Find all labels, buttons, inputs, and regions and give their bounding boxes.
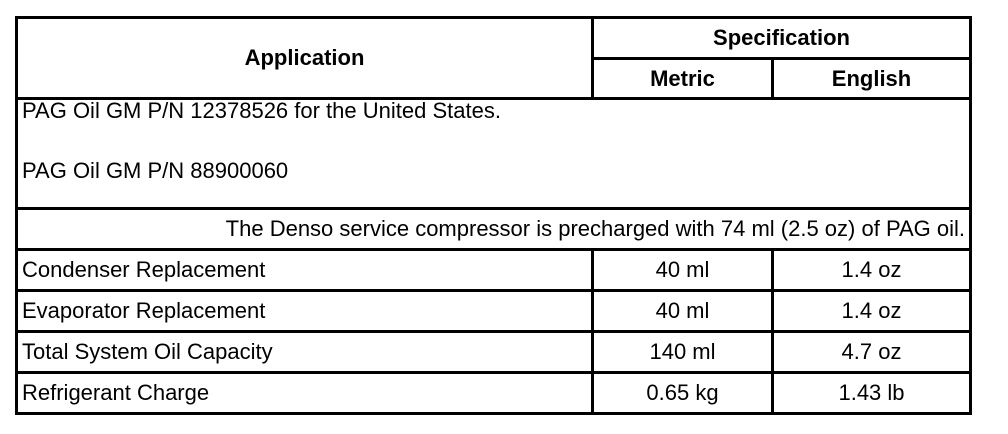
application-header: Application — [17, 18, 593, 99]
precharge-note: The Denso service compressor is precharged with 74 ml (2.5 oz) of PAG oil. — [17, 209, 971, 250]
row-application: Total System Oil Capacity — [17, 332, 593, 373]
row-application: Evaporator Replacement — [17, 291, 593, 332]
specification-table — [15, 16, 972, 415]
table-row — [17, 373, 971, 414]
part-number-us: PAG Oil GM P/N 12378526 for the United States. — [22, 98, 501, 123]
table-row — [17, 291, 971, 332]
header-row-top — [17, 18, 971, 59]
row-application: Refrigerant Charge — [17, 373, 593, 414]
english-header: English — [773, 59, 971, 99]
part-number-other: PAG Oil GM P/N 88900060 — [22, 158, 289, 183]
row-metric: 0.65 kg — [593, 373, 773, 414]
metric-header: Metric — [593, 59, 773, 99]
part-number-note-row — [17, 99, 971, 209]
row-english: 1.43 lb — [773, 373, 971, 414]
precharge-note-row — [17, 209, 971, 250]
row-metric: 40 ml — [593, 250, 773, 291]
row-metric: 140 ml — [593, 332, 773, 373]
row-english: 4.7 oz — [773, 332, 971, 373]
table-row — [17, 332, 971, 373]
specification-header: Specification — [593, 18, 971, 59]
row-english: 1.4 oz — [773, 291, 971, 332]
row-metric: 40 ml — [593, 291, 773, 332]
table-row — [17, 250, 971, 291]
row-application: Condenser Replacement — [17, 250, 593, 291]
part-number-note — [17, 99, 971, 209]
row-english: 1.4 oz — [773, 250, 971, 291]
